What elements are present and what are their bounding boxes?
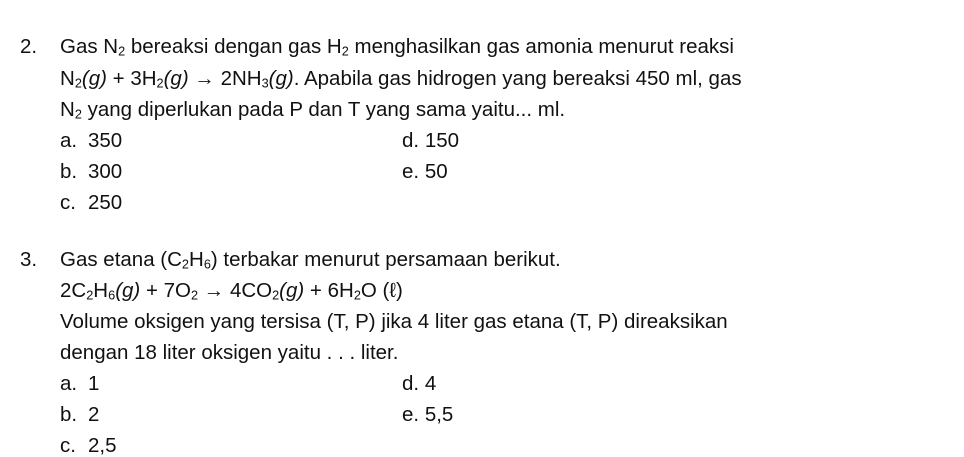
option-a[interactable] [60,374,99,395]
text: + 6H [304,279,354,302]
subscript: 2 [181,256,189,272]
option-letter: c. [60,191,76,214]
text: → 2NH [188,67,262,90]
question-3-line-1 [60,250,561,271]
text: H [189,248,204,271]
text: ) terbakar menurut persamaan berikut. [210,248,561,271]
subscript: 2 [353,287,361,303]
text: yang diperlukan pada P dan T yang sama yaitu... ml. [81,98,566,121]
subscript: 2 [272,287,280,303]
option-letter: d. [402,372,420,395]
subscript: 2 [74,106,82,122]
subscript: 2 [118,43,126,59]
state-symbol: (g) [279,279,305,302]
option-letter: d. [402,129,420,152]
text: O (ℓ) [360,279,403,302]
option-value: 2 [88,403,100,426]
option-letter: e. [402,160,420,183]
state-symbol: (g) [115,279,141,302]
text: Gas etana (C [60,248,182,271]
text: menghasilkan gas amonia menurut reaksi [348,35,734,58]
subscript: 2 [86,287,94,303]
option-b[interactable] [60,162,122,183]
state-symbol: (g) [81,67,107,90]
question-3-line-3: Volume oksigen yang tersisa (T, P) jika 4 liter gas etana (T, P) direaksikan [60,310,728,333]
option-letter: e. [402,403,420,426]
question-2-line-1 [60,37,734,58]
text: H [93,279,109,302]
option-letter: c. [60,434,76,457]
subscript: 2 [74,75,82,91]
option-a[interactable] [60,131,122,152]
option-value: 50 [424,160,448,183]
text: bereaksi dengan gas H [125,35,342,58]
question-number: 2. [20,35,38,58]
question-3-line-4: dengan 18 liter oksigen yaitu . . . liter. [60,341,399,364]
question-number: 3. [20,248,38,271]
subscript: 6 [108,287,116,303]
subscript: 2 [190,287,199,303]
option-value: 5,5 [424,403,454,426]
text: → 4CO [198,279,273,302]
option-c[interactable] [60,436,117,457]
option-value: 250 [88,191,123,214]
text: Gas N [60,35,119,58]
text: 2C [60,279,87,302]
option-d[interactable] [402,374,436,395]
option-d[interactable] [402,131,459,152]
text: . Apabila gas hidrogen yang bereaksi 450 ml, gas [293,67,742,90]
subscript: 2 [156,75,164,91]
text: N [60,98,75,121]
option-b[interactable] [60,405,99,426]
subscript: 3 [261,75,269,91]
option-value: 2,5 [88,434,117,457]
subscript: 2 [341,43,349,59]
option-letter: a. [60,129,78,152]
option-value: 350 [88,129,123,152]
state-symbol: (g) [268,67,294,90]
option-c[interactable] [60,193,122,214]
option-value: 300 [88,160,123,183]
option-letter: b. [60,160,78,183]
option-letter: a. [60,372,78,395]
subscript: 6 [203,256,211,272]
text: + 3H [106,67,157,90]
text: + 7O [140,279,191,302]
question-3-equation [60,281,403,302]
option-letter: b. [60,403,78,426]
option-value: 150 [424,129,460,152]
option-value: 1 [88,372,100,395]
question-2-line-3 [60,100,565,121]
question-2-line-2 [60,69,742,90]
option-e[interactable] [402,162,448,183]
state-symbol: (g) [163,67,189,90]
option-value: 4 [424,372,437,395]
option-e[interactable] [402,405,453,426]
text: N [60,67,75,90]
